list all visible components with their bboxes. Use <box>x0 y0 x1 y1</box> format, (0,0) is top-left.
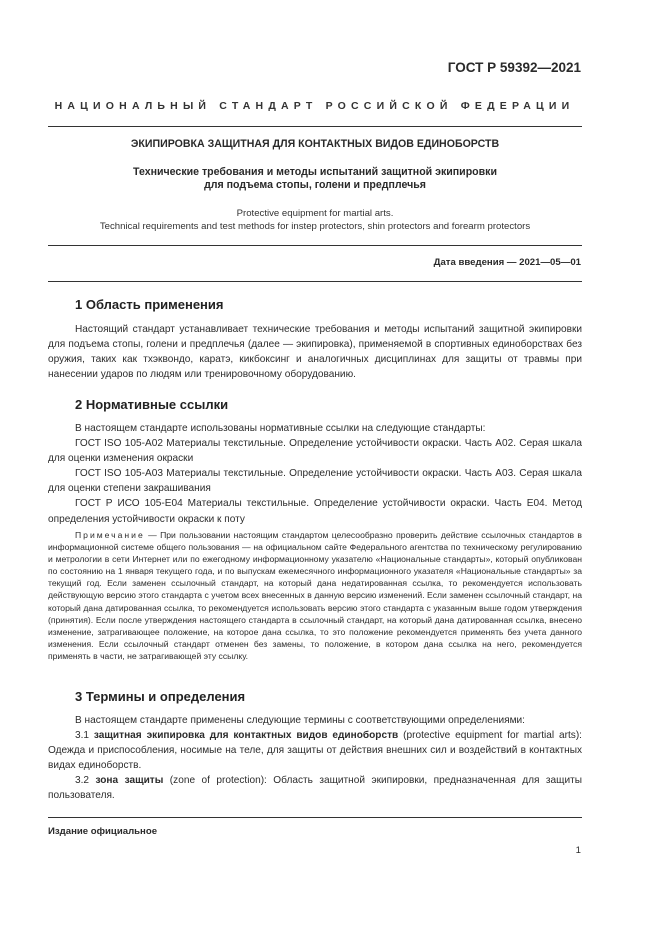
introduction-date: Дата введения — 2021—05—01 <box>433 257 581 268</box>
term-number: 3.2 <box>75 775 96 787</box>
subtitle-line-1: Технические требования и методы испытаний защитной экипировки <box>133 166 497 178</box>
english-title <box>48 207 582 233</box>
reference-item: ГОСТ Р ИСО 105-E04 Материалы текстильные. Определение устойчивости окраски. Часть E04. Метод определения устойчивости окраски к поту <box>48 498 582 525</box>
section-3-body <box>48 713 582 804</box>
term-3-2 <box>48 773 582 803</box>
top-rule <box>48 126 582 127</box>
section-2-note <box>48 529 582 662</box>
english-title-line-2: Technical requirements and test methods for instep protectors, shin protectors and forearm protectors <box>99 221 531 232</box>
term-3-1 <box>48 728 582 773</box>
section-2-body <box>48 421 582 527</box>
section-1-heading: 1 Область применения <box>75 297 224 312</box>
term-definition: (zone of protection): Область защитной экипировки, предназначенная для защиты пользователя. <box>48 775 582 802</box>
page-number: 1 <box>575 845 581 856</box>
reference-item: ГОСТ ISO 105-A02 Материалы текстильные. Определение устойчивости окраски. Часть А02. Серая шкала для оценки изменения окраски <box>48 438 582 465</box>
note-text: — При пользовании настоящим стандартом целесообразно проверить действие ссылочных стандартов в информационной системе общего пользования — на официальном сайте Федерального агентства по техническому регулированию и метрологии в сети Интернет или по ежегодному информационному указателю «Национальные стандарты», который опубликован по состоянию на 1 января текущего года, и по выпускам ежемесячного информационного указателя «Национальные стандарты» за текущий год. Если заменен ссылочный стандарт, на который дана недатированная ссылка, то рекомендуется использовать действующую версию этого стандарта с учетом всех внесенных в данную версию изменений. Если заменен ссылочный стандарт, на который дана датированная ссылка, то рекомендуется использовать версию этого стандарта с указанным выше годом утверждения (принятия). Если после утверждения настоящего стандарта в ссылочный стандарт, на который дана датированная ссылка, внесено изменение, затрагивающее положение, на которое дана ссылка, то это положение рекомендуется применять без учета данного изменения. Если ссылочный стандарт отменен без замены, то положение, в котором дана ссылка на него, рекомендуется применять в части, не затрагивающей эту ссылку. <box>48 530 582 661</box>
subtitle-line-2: для подъема стопы, голени и предплечья <box>204 179 426 191</box>
note-label: Примечание <box>75 530 145 540</box>
document-subtitle <box>48 166 582 192</box>
section-2-heading: 2 Нормативные ссылки <box>75 397 229 412</box>
date-rule <box>48 281 582 282</box>
reference-item: ГОСТ ISO 105-A03 Материалы текстильные. Определение устойчивости окраски. Часть А03. Серая шкала для оценки степени закрашивания <box>48 468 582 495</box>
section-2-intro: В настоящем стандарте использованы нормативные ссылки на следующие стандарты: <box>75 423 486 434</box>
national-standard-banner: НАЦИОНАЛЬНЫЙ СТАНДАРТ РОССИЙСКОЙ ФЕДЕРАЦИИ <box>54 100 575 112</box>
document-number: ГОСТ Р 59392—2021 <box>447 60 581 75</box>
document-title: ЭКИПИРОВКА ЗАЩИТНАЯ ДЛЯ КОНТАКТНЫХ ВИДОВ ЕДИНОБОРСТВ <box>130 138 500 150</box>
title-rule <box>48 245 582 246</box>
term-name: защитная экипировка для контактных видов единоборств <box>93 730 399 742</box>
footer-rule <box>48 817 582 818</box>
section-3-heading: 3 Термины и определения <box>75 689 246 704</box>
section-3-intro: В настоящем стандарте применены следующие термины с соответствующими определениями: <box>75 715 525 726</box>
english-title-line-1: Protective equipment for martial arts. <box>236 208 394 219</box>
official-edition-label: Издание официальное <box>48 826 158 837</box>
term-number: 3.1 <box>75 730 94 742</box>
section-1-paragraph: Настоящий стандарт устанавливает технические требования и методы испытаний защитной экипировки для подъема стопы, голени и предплечья (далее — экипировка), применяемой в спортивных единоборствах без оружия, таких как тхэквондо, каратэ, кикбоксинг и аналогичных дисциплинах для защиты от травмы при нанесении ударов по людям или тренировочному оборудованию. <box>48 324 582 381</box>
term-name: зона защиты <box>95 775 164 787</box>
term-definition: (protective equipment for martial arts): Одежда и приспособления, носимые на теле, для защиты от действия внешних сил и воздействий в контактных видах единоборств. <box>48 730 582 772</box>
section-1-body <box>48 322 582 382</box>
